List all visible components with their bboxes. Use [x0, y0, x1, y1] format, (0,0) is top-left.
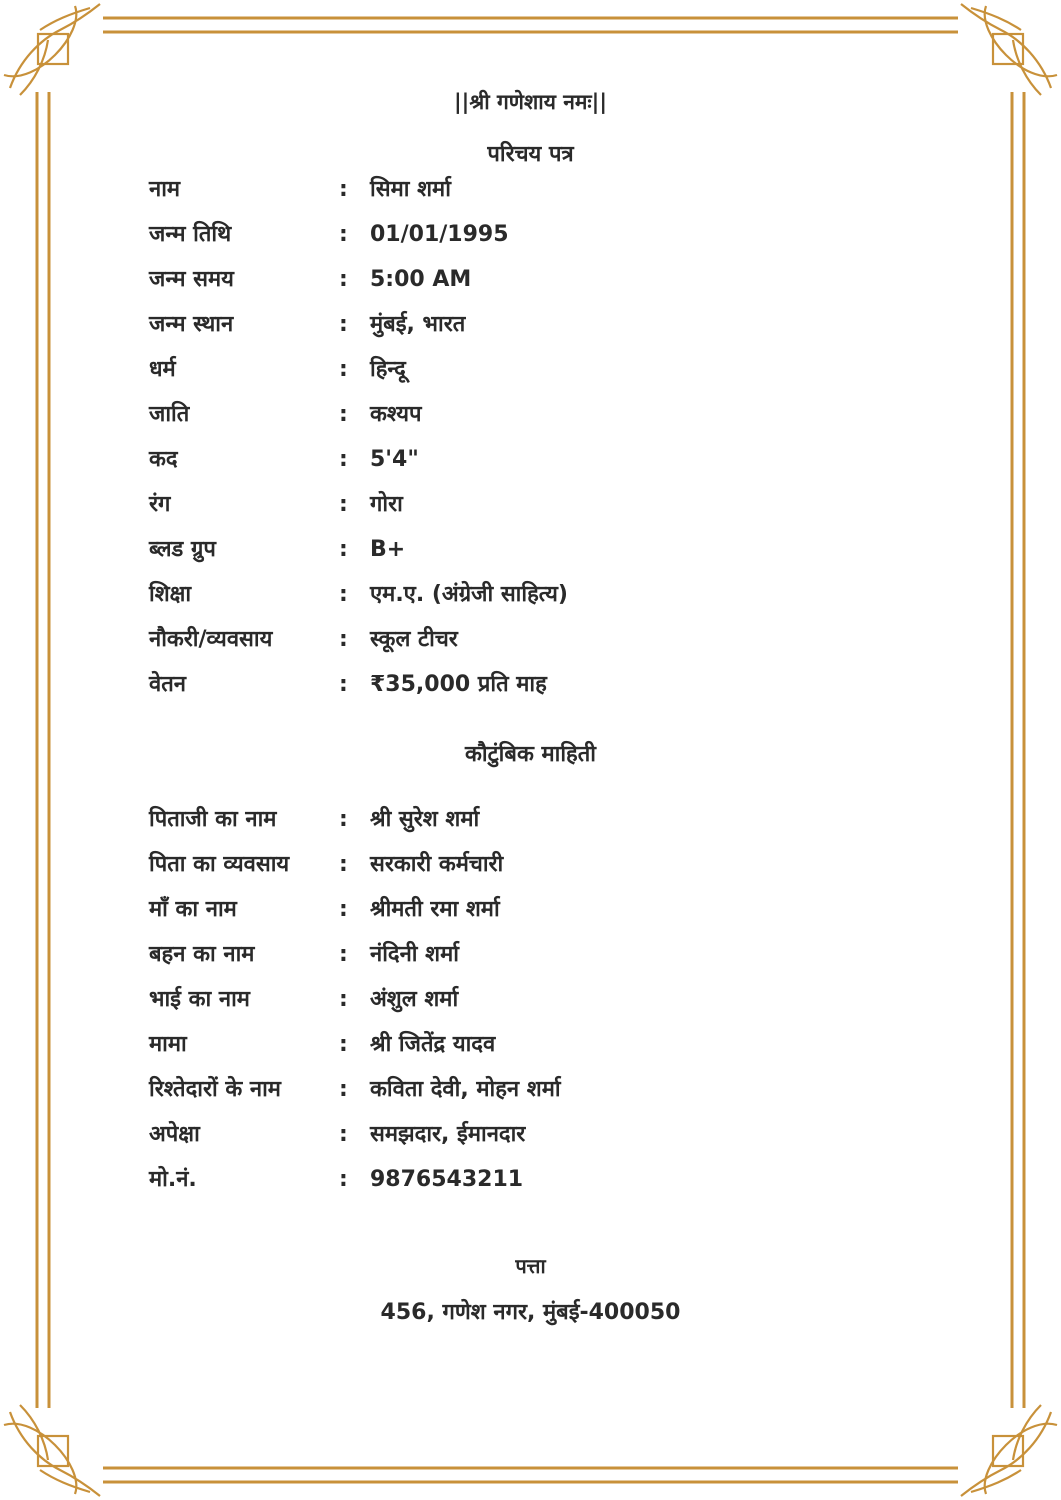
detail-separator: : — [339, 402, 348, 427]
detail-separator: : — [339, 1167, 348, 1192]
detail-value: सिमा शर्मा — [370, 177, 451, 202]
detail-separator: : — [339, 852, 348, 877]
detail-label: वेतन — [149, 672, 186, 697]
detail-label: मो.नं. — [149, 1167, 197, 1192]
detail-value: श्रीमती रमा शर्मा — [370, 897, 500, 922]
detail-separator: : — [339, 582, 348, 607]
detail-label: रंग — [149, 492, 171, 517]
detail-separator: : — [339, 1122, 348, 1147]
detail-value: अंशुल शर्मा — [370, 987, 459, 1012]
detail-label: माँ का नाम — [149, 897, 237, 922]
detail-separator: : — [339, 492, 348, 517]
detail-separator: : — [339, 987, 348, 1012]
detail-label: पिताजी का नाम — [149, 807, 277, 832]
detail-separator: : — [339, 1032, 348, 1057]
address-value: 456, गणेश नगर, मुंबई-400050 — [380, 1300, 681, 1325]
detail-separator: : — [339, 672, 348, 697]
detail-label: कद — [149, 447, 178, 472]
detail-label: नौकरी/व्यवसाय — [149, 627, 273, 652]
detail-separator: : — [339, 627, 348, 652]
invocation-heading: ||श्री गणेशाय नमः|| — [454, 90, 607, 114]
detail-value: समझदार, ईमानदार — [370, 1122, 526, 1147]
detail-value: हिन्दू — [370, 357, 406, 382]
corner-ornament-top-right — [961, 4, 1057, 95]
corner-ornament-top-left — [4, 4, 100, 95]
detail-value: 5:00 AM — [370, 267, 472, 292]
detail-label: रिश्तेदारों के नाम — [149, 1077, 281, 1102]
detail-separator: : — [339, 447, 348, 472]
detail-value: गोरा — [370, 492, 403, 517]
detail-value: नंदिनी शर्मा — [370, 942, 459, 967]
detail-label: पिता का व्यवसाय — [149, 852, 290, 877]
detail-value: सरकारी कर्मचारी — [370, 852, 504, 877]
family-section-title: कौटुंबिक माहिती — [465, 742, 596, 767]
detail-value: B+ — [370, 537, 406, 562]
detail-separator: : — [339, 312, 348, 337]
detail-label: जाति — [149, 402, 190, 427]
detail-value: 01/01/1995 — [370, 222, 509, 247]
detail-label: अपेक्षा — [149, 1122, 200, 1147]
corner-ornament-bottom-right — [961, 1405, 1057, 1496]
detail-value: 5'4" — [370, 447, 419, 472]
detail-label: ब्लड ग्रुप — [149, 537, 216, 562]
detail-separator: : — [339, 357, 348, 382]
detail-separator: : — [339, 1077, 348, 1102]
detail-label: धर्म — [149, 357, 176, 382]
detail-separator: : — [339, 177, 348, 202]
detail-separator: : — [339, 267, 348, 292]
corner-ornament-bottom-left — [4, 1405, 100, 1496]
detail-separator: : — [339, 537, 348, 562]
detail-value: श्री सुरेश शर्मा — [370, 807, 480, 832]
address-label: पत्ता — [515, 1254, 546, 1278]
detail-label: जन्म स्थान — [149, 312, 234, 337]
detail-label: जन्म समय — [149, 267, 234, 292]
detail-label: जन्म तिथि — [149, 222, 232, 247]
detail-value: कश्यप — [370, 402, 422, 427]
detail-separator: : — [339, 807, 348, 832]
detail-label: मामा — [149, 1032, 187, 1057]
detail-value: ₹35,000 प्रति माह — [370, 672, 547, 697]
detail-value: 9876543211 — [370, 1167, 524, 1192]
detail-separator: : — [339, 942, 348, 967]
detail-value: स्कूल टीचर — [370, 627, 458, 652]
detail-value: श्री जितेंद्र यादव — [370, 1032, 496, 1057]
detail-value: मुंबई, भारत — [370, 312, 466, 337]
detail-value: कविता देवी, मोहन शर्मा — [370, 1077, 561, 1102]
detail-label: शिक्षा — [149, 582, 192, 607]
page-title: परिचय पत्र — [487, 142, 574, 167]
detail-separator: : — [339, 897, 348, 922]
detail-label: भाई का नाम — [149, 987, 250, 1012]
detail-label: बहन का नाम — [149, 942, 255, 967]
detail-separator: : — [339, 222, 348, 247]
detail-label: नाम — [149, 177, 181, 202]
detail-value: एम.ए. (अंग्रेजी साहित्य) — [370, 582, 568, 607]
